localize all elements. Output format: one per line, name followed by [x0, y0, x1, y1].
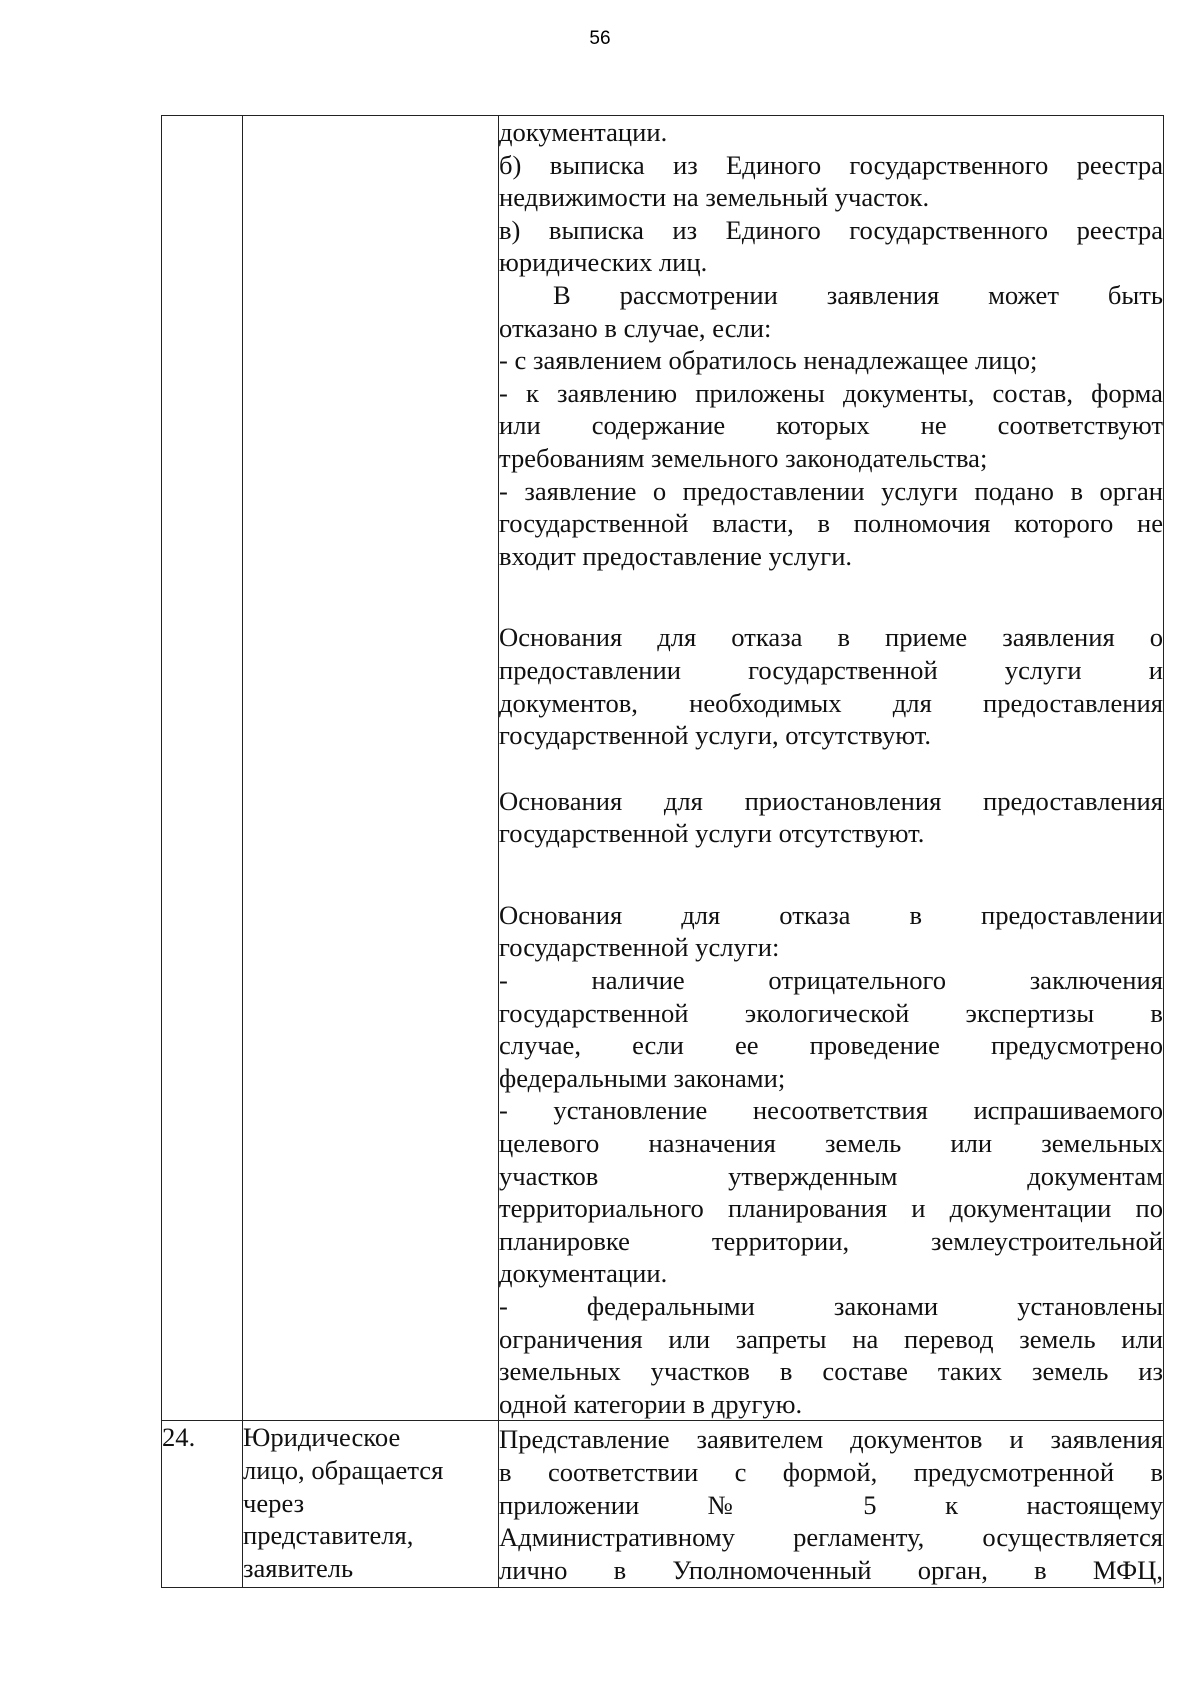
text-line: отказано в случае, если:: [499, 312, 772, 343]
text-line: Основания для отказа в приеме заявления о: [499, 622, 1163, 653]
text-line: В рассмотрении заявления может быть: [553, 279, 1163, 310]
text-line: приложении № 5 к настоящему: [499, 1489, 1163, 1520]
refusal-of-consideration-paragraph: [499, 279, 1163, 572]
document-list-continuation: [499, 116, 1163, 279]
refusal-of-acceptance-paragraph: [499, 621, 1163, 751]
text-line: лично в Уполномоченный орган, в МФЦ,: [499, 1554, 1163, 1585]
table-row-24: [162, 1421, 1164, 1588]
paragraph-spacer: [499, 572, 1163, 621]
text-line: ограничения или запреты на перевод земель или: [499, 1323, 1163, 1354]
text-line: одной категории в другую.: [499, 1388, 803, 1419]
text-line: Основания для приостановления предоставления: [499, 785, 1163, 816]
text-line: земельных участков в составе таких земель из: [499, 1356, 1163, 1387]
text-line: б) выписка из Единого государственного реестра: [499, 149, 1163, 180]
text-line: Основания для отказа в предоставлении: [499, 899, 1163, 930]
paragraph-spacer: [499, 752, 1163, 785]
paragraph-spacer: [499, 850, 1163, 899]
text-line: территориального планирования и документации по: [499, 1193, 1163, 1224]
regulation-table: [161, 115, 1164, 1588]
description-cell: [499, 1421, 1164, 1588]
applicant-cell: [243, 1421, 499, 1588]
description-cell: [499, 116, 1164, 1421]
text-line: случае, если ее проведение предусмотрено: [499, 1030, 1163, 1061]
text-line: государственной услуги:: [499, 932, 780, 963]
text-line: федеральными законами;: [499, 1062, 786, 1093]
text-line: в) выписка из Единого государственного реестра: [499, 214, 1163, 245]
text-line: - с заявлением обратилось ненадлежащее лицо;: [499, 345, 1038, 376]
text-line: Представление заявителем документов и заявления: [499, 1424, 1163, 1455]
suspension-paragraph: [499, 785, 1163, 850]
row-number-cell: [162, 1421, 243, 1588]
text-line: представителя,: [243, 1520, 414, 1551]
text-line: государственной услуги, отсутствуют.: [499, 720, 932, 751]
text-line: государственной услуги отсутствуют.: [499, 818, 925, 849]
text-line: участков утвержденным документам: [499, 1160, 1163, 1191]
text-line: государственной экологической экспертизы в: [499, 997, 1163, 1028]
row-number: 24.: [162, 1422, 196, 1453]
refusal-of-service-paragraph: [499, 899, 1163, 1421]
text-line: через: [243, 1487, 305, 1518]
text-line: в соответствии с формой, предусмотренной в: [499, 1456, 1163, 1487]
text-line: Юридическое: [243, 1422, 401, 1453]
text-line: государственной власти, в полномочия которого не: [499, 508, 1163, 539]
text-line: юридических лиц.: [499, 247, 708, 278]
text-line: - к заявлению приложены документы, состав, форма: [499, 377, 1163, 408]
text-line: - наличие отрицательного заключения: [499, 965, 1163, 996]
page-number: 56: [589, 28, 611, 49]
text-line: входит предоставление услуги.: [499, 540, 853, 571]
table-row-23: [162, 116, 1164, 1421]
text-line: требованиям земельного законодательства;: [499, 442, 988, 473]
text-line: документации.: [499, 117, 668, 147]
text-line: недвижимости на земельный участок.: [499, 182, 930, 213]
text-line: - заявление о предоставлении услуги подано в орган: [499, 475, 1163, 506]
text-line: или содержание которых не соответствуют: [499, 410, 1163, 441]
text-line: Административному регламенту, осуществляется: [499, 1522, 1163, 1553]
text-line: лицо, обращается: [243, 1454, 444, 1485]
row-number-cell: [162, 116, 243, 1421]
text-line: - установление несоответствия испрашиваемого: [499, 1095, 1163, 1126]
applicant-cell: [243, 116, 499, 1421]
text-line: - федеральными законами установлены: [499, 1291, 1163, 1321]
text-line: документации.: [499, 1258, 668, 1289]
text-line: планировке территории, землеустроительной: [499, 1225, 1163, 1256]
text-line: заявитель: [243, 1552, 354, 1583]
text-line: целевого назначения земель или земельных: [499, 1128, 1163, 1159]
text-line: предоставлении государственной услуги и: [499, 654, 1163, 685]
text-line: документов, необходимых для предоставления: [499, 687, 1163, 718]
